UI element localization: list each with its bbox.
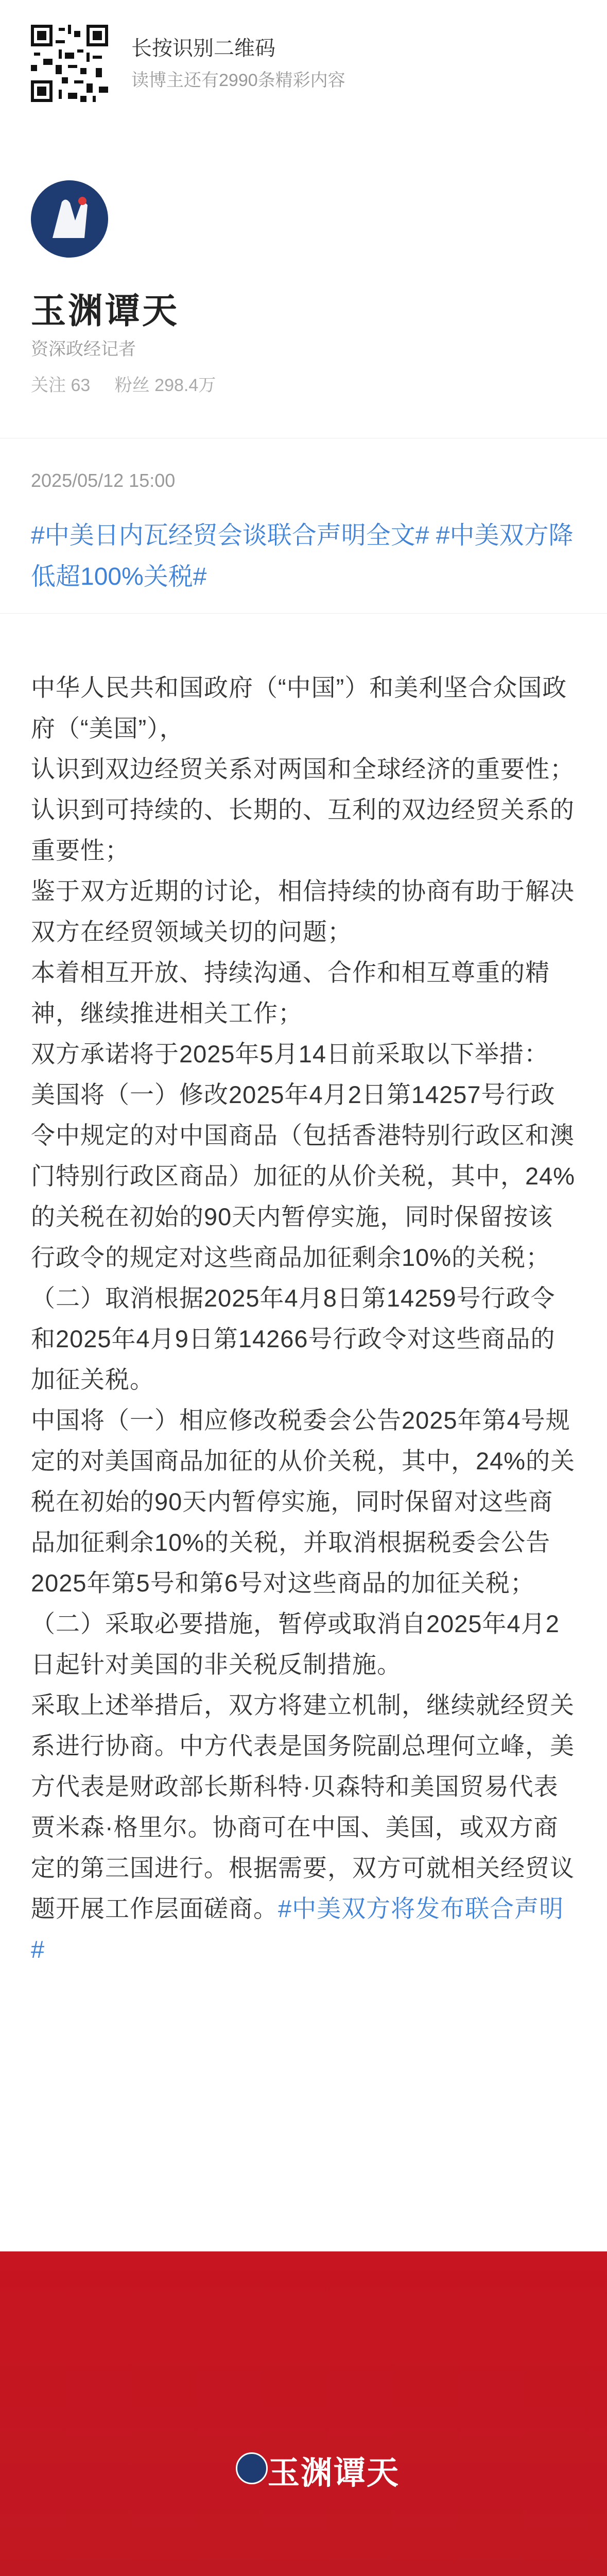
promo-brand: 玉渊谭天 <box>268 2455 400 2491</box>
fans-count[interactable]: 粉丝 298.4万 <box>114 376 216 395</box>
topic-link[interactable]: #中美双方将发布联合声明# <box>31 1895 564 1963</box>
paragraph: 中华人民共和国政府（“中国”）和美利坚合众国政府（“美国”）， <box>31 674 567 742</box>
paragraph: 鉴于双方近期的讨论，相信持续的协商有助于解决双方在经贸领域关切的问题； <box>31 877 575 945</box>
divider <box>0 613 607 614</box>
qr-title: 长按识别二维码 <box>131 37 275 60</box>
paragraph <box>31 1685 577 1970</box>
author-role: 资深政经记者 <box>31 340 136 359</box>
paragraph-text: 采取上述举措后，双方将建立机制，继续就经贸关系进行协商。中方代表是国务院副总理何立峰，美方代表是财政部长斯科特·贝森特和美国贸易代表贾米森·格里尔。协商可在中国、美国，或双方商定的第三国进行。根据需要，双方可就相关经贸议题开展工作层面磋商。 <box>31 1691 575 1922</box>
paragraph: 认识到可持续的、长期的、互利的双边经贸关系的重要性； <box>31 796 575 864</box>
post-content <box>31 667 577 1970</box>
avatar[interactable] <box>31 180 108 258</box>
author-name[interactable]: 玉渊谭天 <box>31 292 180 331</box>
qr-subtitle: 读博主还有2990条精彩内容 <box>131 71 345 90</box>
paragraph: 中国将（一）相应修改税委会公告2025年第4号规定的对美国商品加征的从价关税，其中，24%的关税在初始的90天内暂停实施，同时保留对这些商品加征剩余10%的关税，并取消根据税委会公告2025年第5号和第6号对这些商品的加征关税；（二）采取必要措施，暂停或取消自2025年4月2日起针对美国的非关税反制措施。 <box>31 1406 576 1678</box>
paragraph: 双方承诺将于2025年5月14日前采取以下举措： <box>31 1040 549 1067</box>
author-stats <box>31 371 235 396</box>
brand-logo-icon <box>236 2452 268 2484</box>
promo-image[interactable] <box>0 2251 607 2576</box>
post-time: 2025/05/12 15:00 <box>31 470 176 491</box>
follow-count[interactable]: 关注 63 <box>31 376 91 395</box>
qr-header <box>0 0 607 119</box>
paragraph: 美国将（一）修改2025年4月2日第14257号行政令中规定的对中国商品（包括香港特别行政区和澳门特别行政区商品）加征的从价关税，其中，24%的关税在初始的90天内暂停实施，同时保留按该行政令的规定对这些商品加征剩余10%的关税；（二）取消根据2025年4月8日第14259号行政令和2025年4月9日第14266号行政令对这些商品的加征关税。 <box>31 1081 576 1393</box>
topic-line <box>31 515 577 598</box>
post-card <box>0 118 607 2576</box>
paragraph: 本着相互开放、持续沟通、合作和相互尊重的精神，继续推进相关工作； <box>31 959 550 1027</box>
paragraph: 认识到双边经贸关系对两国和全球经济的重要性； <box>31 755 575 783</box>
topic-link[interactable]: #中美双方降低超100%关税# <box>31 522 574 590</box>
topic-link[interactable]: #中美日内瓦经贸会谈联合声明全文# <box>31 522 429 549</box>
qr-code[interactable] <box>31 25 108 102</box>
